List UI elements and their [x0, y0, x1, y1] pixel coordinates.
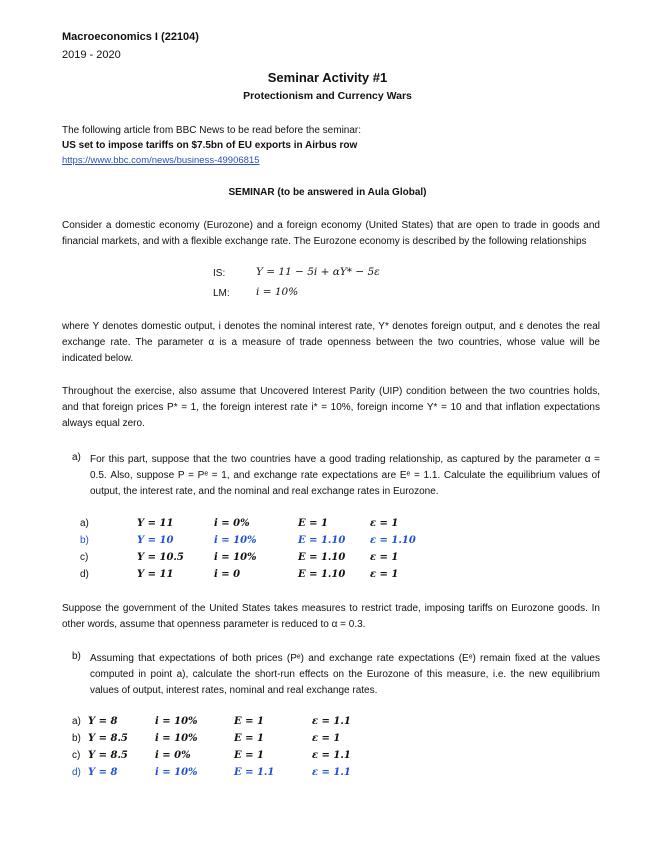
question-b-text: Assuming that expectations of both prices (Pᵉ) and exchange rate expectations (Eᵉ) remain fixed at the values computed in point a), calculate the short-run effects on the Eurozone of this measure, i.e. the new equilibrium values of output, interest rates, nominal and real exchange rates.	[90, 653, 600, 696]
option-e-value: E = 1	[234, 733, 264, 744]
option-i-value: i = 10%	[214, 552, 257, 563]
option-epsilon-value: ε = 1.1	[312, 716, 351, 727]
option-epsilon-value: ε = 1	[370, 569, 399, 580]
question-a-label: a)	[72, 452, 81, 463]
option-e-value: E = 1	[298, 518, 328, 529]
document-title: Seminar Activity #1	[267, 70, 388, 85]
answer-option[interactable]	[0, 535, 655, 549]
article-title: US set to impose tariffs on $7.5bn of EU exports in Airbus row	[62, 140, 358, 151]
option-e-value: E = 1.10	[298, 569, 346, 580]
article-link[interactable]: https://www.bbc.com/news/business-49906815	[62, 155, 260, 166]
option-epsilon-value: ε = 1	[370, 552, 399, 563]
option-label-value: d)	[80, 569, 89, 580]
option-i-value: i = 0%	[155, 750, 191, 761]
variables-paragraph: where Y denotes domestic output, i denotes the nominal interest rate, Y* denotes foreign output, and ε denotes the real exchange rate. The parameter α is a measure of trade openness between the two countries, whose value will be indicated below.	[62, 321, 600, 364]
question-a-options	[0, 518, 655, 588]
answer-option[interactable]	[0, 569, 655, 583]
option-label-value: c)	[80, 552, 89, 563]
option-label-value: c)	[72, 750, 81, 761]
is-equation: Y = 11 − 5i + αY* − 5ε	[256, 266, 380, 278]
option-label-value: b)	[80, 535, 89, 546]
assumptions-paragraph: Throughout the exercise, also assume that Uncovered Interest Parity (UIP) condition between the two countries holds, and that foreign prices P* = 1, the foreign interest rate i* = 10%, foreign income Y* = 10 and that inflation expectations always equal zero.	[62, 386, 600, 429]
option-y-value: Y = 8	[88, 716, 118, 727]
option-e-value: E = 1	[234, 716, 264, 727]
option-label-value: d)	[72, 767, 81, 778]
answer-option[interactable]	[0, 750, 655, 764]
option-y-value: Y = 8.5	[88, 750, 128, 761]
option-e-value: E = 1	[234, 750, 264, 761]
option-y-value: Y = 10	[137, 535, 174, 546]
answer-option[interactable]	[0, 552, 655, 566]
option-label-value: a)	[80, 518, 89, 529]
option-epsilon-value: ε = 1.10	[370, 535, 416, 546]
option-i-value: i = 10%	[214, 535, 257, 546]
option-e-value: E = 1.10	[298, 552, 346, 563]
answer-option[interactable]	[0, 716, 655, 730]
course-title: Macroeconomics I (22104)	[62, 31, 199, 43]
option-label-value: a)	[72, 716, 81, 727]
question-b-options	[0, 716, 655, 786]
option-i-value: i = 0	[214, 569, 241, 580]
tariff-paragraph: Suppose the government of the United States takes measures to restrict trade, imposing tariffs on Eurozone goods. In other words, assume that openness parameter is reduced to α = 0.3.	[62, 603, 600, 630]
option-i-value: i = 10%	[155, 767, 198, 778]
option-e-value: E = 1.10	[298, 535, 346, 546]
option-y-value: Y = 11	[137, 569, 174, 580]
option-i-value: i = 10%	[155, 733, 198, 744]
lm-equation: i = 10%	[256, 286, 299, 298]
option-epsilon-value: ε = 1	[312, 733, 341, 744]
intro-text: The following article from BBC News to be read before the seminar:	[62, 125, 362, 136]
option-y-value: Y = 10.5	[137, 552, 184, 563]
option-y-value: Y = 11	[137, 518, 174, 529]
lm-label: LM:	[213, 288, 230, 299]
answer-option[interactable]	[0, 733, 655, 747]
document-subtitle: Protectionism and Currency Wars	[243, 90, 412, 102]
option-e-value: E = 1.1	[234, 767, 275, 778]
option-i-value: i = 10%	[155, 716, 198, 727]
option-epsilon-value: ε = 1.1	[312, 767, 351, 778]
is-label: IS:	[213, 268, 226, 279]
question-b-label: b)	[72, 651, 81, 662]
seminar-heading: SEMINAR (to be answered in Aula Global)	[228, 187, 427, 198]
academic-year: 2019 - 2020	[62, 49, 121, 61]
option-label-value: b)	[72, 733, 81, 744]
option-y-value: Y = 8	[88, 767, 118, 778]
option-i-value: i = 0%	[214, 518, 250, 529]
setup-paragraph: Consider a domestic economy (Eurozone) and a foreign economy (United States) that are open to trade in goods and financial markets, and with a flexible exchange rate. The Eurozone economy is described by the following relationships	[62, 220, 600, 247]
option-epsilon-value: ε = 1.1	[312, 750, 351, 761]
option-y-value: Y = 8.5	[88, 733, 128, 744]
answer-option[interactable]	[0, 518, 655, 532]
question-a-text: For this part, suppose that the two countries have a good trading relationship, as captured by the parameter α = 0.5. Also, suppose P = Pᵉ = 1, and exchange rate expectations are Eᵉ = 1.1. Calculate the equilibrium values of output, the interest rate, and the nominal and real exchange rates in Eurozone.	[90, 454, 600, 497]
option-epsilon-value: ε = 1	[370, 518, 399, 529]
answer-option[interactable]	[0, 767, 655, 781]
